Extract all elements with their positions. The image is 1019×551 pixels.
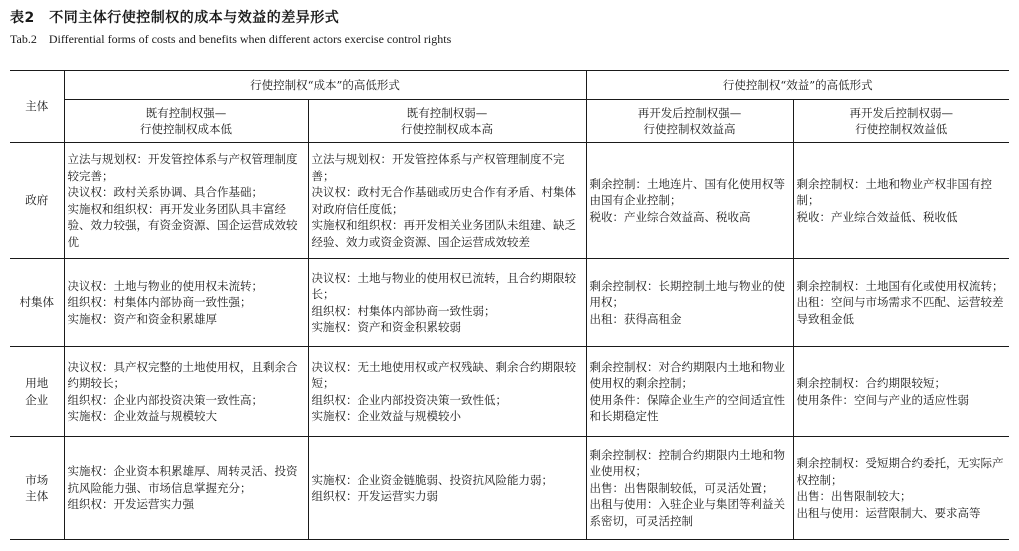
cell-line: 实施权：企业效益与规模较小 (311, 409, 461, 423)
cell-line: 组织权：村集体内部协商一致性强； (67, 295, 252, 310)
header-benefit-group: 行使控制权“效益”的高低形式 (586, 71, 1009, 100)
header-line: 行使控制权效益高 (643, 122, 736, 136)
row-subject-village (10, 259, 64, 347)
cell-benefit-high (586, 259, 793, 347)
table-row (10, 437, 1009, 540)
cell-cost-high (308, 437, 586, 540)
header-line: 行使控制权成本低 (140, 122, 232, 136)
cell-line: 实施权和组织权：再开发业务团队具丰富经验、效力较强，有资金资源、国企运营成效较优 (67, 201, 298, 249)
cell-line: 决议权：无土地使用权或产权残缺、剩余合约期限较短； (311, 359, 576, 390)
cell-line: 决议权：具产权完整的土地使用权，且剩余合约期较长； (67, 359, 298, 390)
cell-line: 决议权：政村关系协调、具合作基础； (67, 185, 263, 199)
cell-line: 剩余控制权：土地国有化或使用权流转； (796, 278, 1004, 293)
cell-line: 决议权：政村无合作基础或历史合作有矛盾、村集体对政府信任度低； (311, 185, 576, 216)
cell-line: 剩余控制权：对合约期限内土地和物业使用权的剩余控制； (589, 359, 786, 390)
cell-line: 实施权：企业效益与规模较大 (67, 409, 217, 423)
table-caption-cn: 表2 不同主体行使控制权的成本与效益的差异形式 (10, 10, 340, 26)
header-line: 再开发后控制权强— (637, 105, 742, 120)
cell-line: 出租：获得高租金 (589, 311, 682, 326)
cell-benefit-low (793, 143, 1009, 259)
cell-line: 剩余控制权：土地和物业产权非国有控制； (796, 176, 993, 208)
table-row (10, 259, 1009, 347)
cell-line: 实施权：企业资本积累雄厚、周转灵活、投资抗风险能力强、市场信息掌握充分； (67, 464, 298, 495)
cell-line: 剩余控制权：控制合约期限内土地和物业使用权； (589, 447, 786, 479)
row-subject-market (10, 437, 64, 540)
cell-line: 实施权：企业资金链脆弱、投资抗风险能力弱； (311, 472, 553, 487)
cell-benefit-low (793, 437, 1009, 540)
cell-line: 税收：产业综合效益低、税收低 (796, 209, 958, 224)
cell-line: 决议权：土地与物业的使用权未流转； (67, 278, 263, 293)
cell-line: 出租与使用：入驻企业与集团等利益关系密切，可灵活控制 (589, 497, 786, 528)
cell-line: 立法与规划权：开发管控体系与产权管理制度不完善； (311, 152, 565, 183)
header-benefit-low (793, 100, 1009, 143)
header-line: 既有控制权弱— (406, 105, 488, 120)
cell-line: 剩余控制权：合约期限较短； (796, 376, 947, 390)
header-row-subcolumns (10, 100, 1009, 143)
subject-line: 主体 (25, 489, 49, 503)
subject-line: 政府 (25, 193, 49, 208)
header-line: 行使控制权效益低 (855, 122, 948, 136)
cell-line: 出售：出售限制较低，可灵活处置； (589, 480, 774, 495)
header-line: 行使控制权成本高 (401, 122, 493, 136)
cell-benefit-low (793, 259, 1009, 347)
cell-line: 剩余控制：土地连片、国有化使用权等由国有企业控制； (589, 176, 786, 208)
cell-cost-high (308, 259, 586, 347)
header-cost-group: 行使控制权“成本”的高低形式 (64, 71, 586, 100)
cell-line: 出租与使用：运营限制大、要求高等 (796, 505, 981, 520)
header-cost-high (308, 100, 586, 143)
row-subject-land-enterprise (10, 347, 64, 437)
subject-line: 村集体 (19, 295, 54, 310)
cell-benefit-high (586, 143, 793, 259)
cell-line: 决议权：土地与物业的使用权已流转，且合约期限较长； (311, 270, 576, 301)
cell-line: 剩余控制权：受短期合约委托，无实际产权控制； (796, 456, 1004, 487)
cell-line: 出租：空间与市场需求不匹配、运营较差导致租金低 (796, 295, 1004, 326)
cell-benefit-high (586, 437, 793, 540)
cell-line: 组织权：开发运营实力弱 (311, 489, 438, 503)
header-subject: 主体 (10, 71, 64, 143)
comparison-table (10, 70, 1009, 540)
cell-line: 出售：出售限制较大； (796, 489, 912, 503)
table-row (10, 143, 1009, 259)
cell-line: 使用条件：保障企业生产的空间适宜性和长期稳定性 (589, 392, 786, 423)
header-line: 再开发后控制权弱— (849, 105, 954, 120)
subject-line: 市场 (25, 472, 49, 487)
cell-line: 组织权：企业内部投资决策一致性高； (67, 392, 263, 407)
cell-line: 实施权：资产和资金积累雄厚 (67, 311, 217, 326)
cell-cost-high (308, 143, 586, 259)
cell-line: 剩余控制权：长期控制土地与物业的使用权； (589, 278, 786, 310)
table-caption-en: Tab.2 Differential forms of costs and benefits when different actors exercise control rights (10, 32, 452, 46)
cell-cost-low (64, 143, 308, 259)
table-row (10, 347, 1009, 437)
cell-benefit-low (793, 347, 1009, 437)
cell-line: 组织权：企业内部投资决策一致性低； (311, 392, 507, 407)
cell-line: 组织权：村集体内部协商一致性弱； (311, 303, 496, 318)
cell-line: 实施权和组织权：再开发相关业务团队未组建、缺乏经验、效力或资金资源、国企运营成效较差 (311, 218, 576, 249)
subject-line: 用地 (25, 376, 49, 390)
cell-line: 实施权：资产和资金积累较弱 (311, 320, 461, 334)
header-benefit-high (586, 100, 793, 143)
header-line: 既有控制权强— (145, 105, 227, 120)
header-cost-low (64, 100, 308, 143)
header-row-groups (10, 71, 1009, 100)
cell-cost-low (64, 347, 308, 437)
cell-line: 组织权：开发运营实力强 (67, 497, 194, 512)
row-subject-government (10, 143, 64, 259)
cell-benefit-high (586, 347, 793, 437)
cell-cost-low (64, 437, 308, 540)
cell-line: 税收：产业综合效益高、税收高 (589, 209, 751, 224)
subject-line: 企业 (25, 392, 49, 407)
cell-cost-high (308, 347, 586, 437)
cell-line: 使用条件：空间与产业的适应性弱 (796, 392, 970, 407)
cell-line: 立法与规划权：开发管控体系与产权管理制度较完善； (67, 152, 298, 183)
cell-cost-low (64, 259, 308, 347)
